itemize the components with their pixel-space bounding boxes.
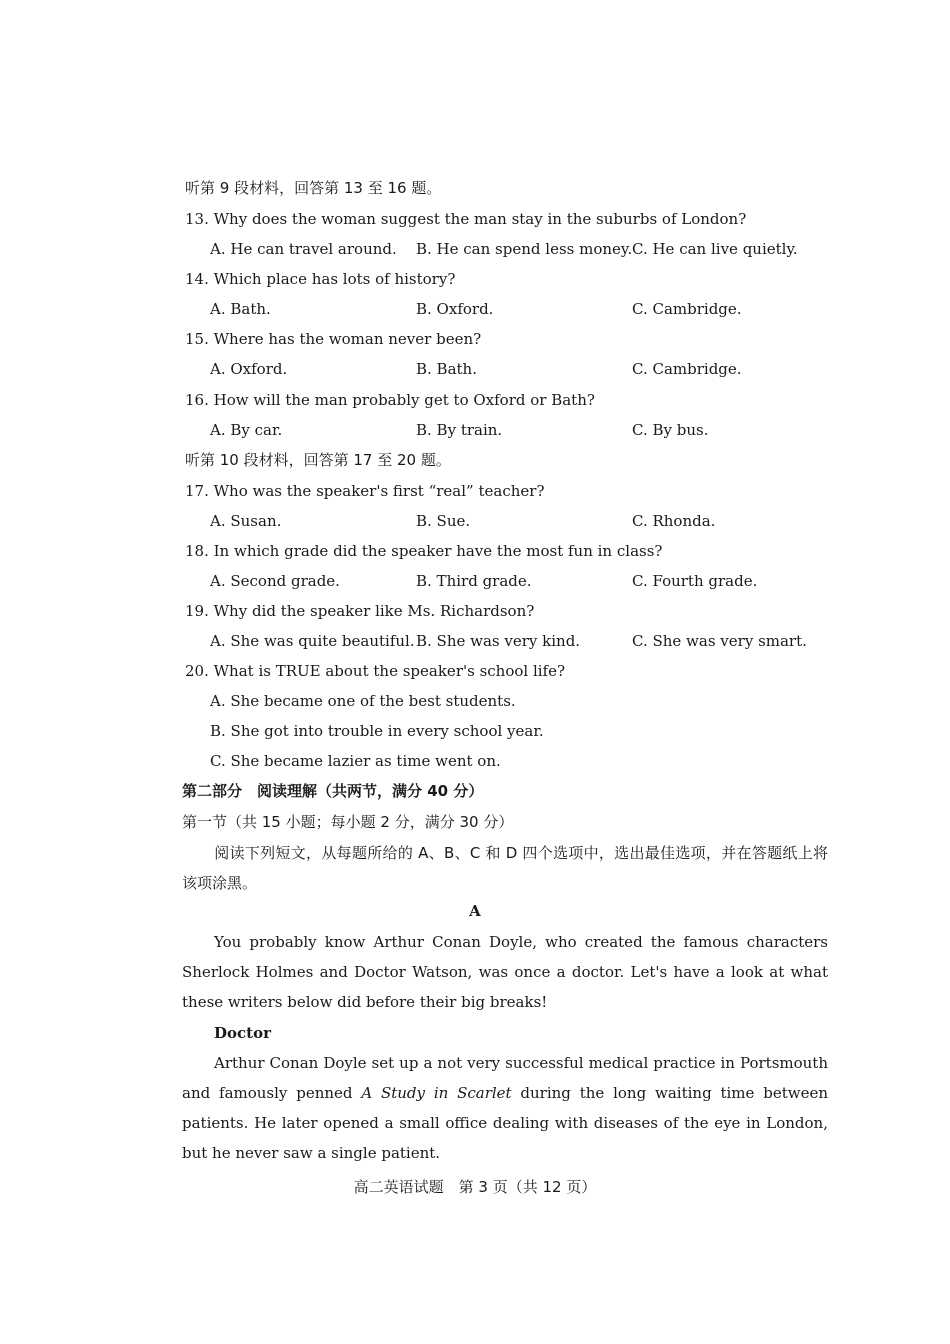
page-footer: 高二英语试题 第 3 页（共 12 页） bbox=[353, 1178, 597, 1196]
q15-option-c: C. Cambridge. bbox=[632, 360, 742, 378]
q19-option-c: C. She was very smart. bbox=[632, 632, 807, 650]
q20-option-a: A. She became one of the best students. bbox=[210, 692, 516, 710]
q16-option-c: C. By bus. bbox=[632, 421, 709, 439]
q17-option-c: C. Rhonda. bbox=[632, 512, 716, 530]
q13-option-a: A. He can travel around. bbox=[210, 240, 397, 258]
q13-option-c: C. He can live quietly. bbox=[632, 240, 798, 258]
q13-option-b: B. He can spend less money. bbox=[416, 240, 633, 258]
q17-option-b: B. Sue. bbox=[416, 512, 471, 530]
question-20: 20. What is TRUE about the speaker's school life? bbox=[185, 662, 566, 680]
q14-option-b: B. Oxford. bbox=[416, 300, 494, 318]
reading-instruction bbox=[182, 838, 828, 898]
passage-body-after: during the long waiting time between patients. He later opened a small office dealing with diseases of the eye in London, but he never saw a single patient. bbox=[182, 1084, 828, 1162]
q18-option-a: A. Second grade. bbox=[210, 572, 340, 590]
q18-option-b: B. Third grade. bbox=[416, 572, 532, 590]
passage-body bbox=[182, 1048, 828, 1168]
q18-option-c: C. Fourth grade. bbox=[632, 572, 758, 590]
part-2-title: 第二部分 阅读理解（共两节，满分 40 分） bbox=[182, 782, 484, 800]
q20-option-b: B. She got into trouble in every school year. bbox=[210, 722, 544, 740]
q19-option-a: A. She was quite beautiful. bbox=[210, 632, 415, 650]
question-16: 16. How will the man probably get to Oxford or Bath? bbox=[185, 391, 595, 409]
q16-option-a: A. By car. bbox=[210, 421, 283, 439]
question-15: 15. Where has the woman never been? bbox=[185, 330, 482, 348]
passage-intro bbox=[182, 927, 828, 1017]
q15-option-b: B. Bath. bbox=[416, 360, 477, 378]
passage-body-before: Arthur Conan Doyle set up a not very successful medical practice in Portsmouth and famously penned bbox=[182, 1054, 828, 1102]
question-18: 18. In which grade did the speaker have the most fun in class? bbox=[185, 542, 663, 560]
q17-option-a: A. Susan. bbox=[210, 512, 282, 530]
question-13: 13. Why does the woman suggest the man stay in the suburbs of London? bbox=[185, 210, 747, 228]
question-17: 17. Who was the speaker's first “real” teacher? bbox=[185, 482, 545, 500]
section-10-header: 听第 10 段材料，回答第 17 至 20 题。 bbox=[185, 451, 451, 469]
q19-option-b: B. She was very kind. bbox=[416, 632, 581, 650]
part-2-section-1: 第一节（共 15 小题；每小题 2 分，满分 30 分） bbox=[182, 813, 514, 831]
q14-option-c: C. Cambridge. bbox=[632, 300, 742, 318]
passage-label: A bbox=[469, 902, 481, 920]
reading-instruction-text: 阅读下列短文，从每题所给的 A、B、C 和 D 四个选项中，选出最佳选项，并在答题纸上将该项涂黑。 bbox=[182, 844, 828, 892]
book-title: A Study in Scarlet bbox=[361, 1084, 512, 1102]
q15-option-a: A. Oxford. bbox=[210, 360, 288, 378]
question-14: 14. Which place has lots of history? bbox=[185, 270, 456, 288]
q20-option-c: C. She became lazier as time went on. bbox=[210, 752, 501, 770]
passage-subheading: Doctor bbox=[214, 1024, 271, 1042]
q14-option-a: A. Bath. bbox=[210, 300, 271, 318]
q16-option-b: B. By train. bbox=[416, 421, 503, 439]
question-19: 19. Why did the speaker like Ms. Richardson? bbox=[185, 602, 535, 620]
section-9-header: 听第 9 段材料，回答第 13 至 16 题。 bbox=[185, 179, 442, 197]
passage-intro-text: You probably know Arthur Conan Doyle, who created the famous characters Sherlock Holmes and Doctor Watson, was once a doctor. Let's have a look at what these writers below did before their big breaks! bbox=[182, 933, 828, 1011]
